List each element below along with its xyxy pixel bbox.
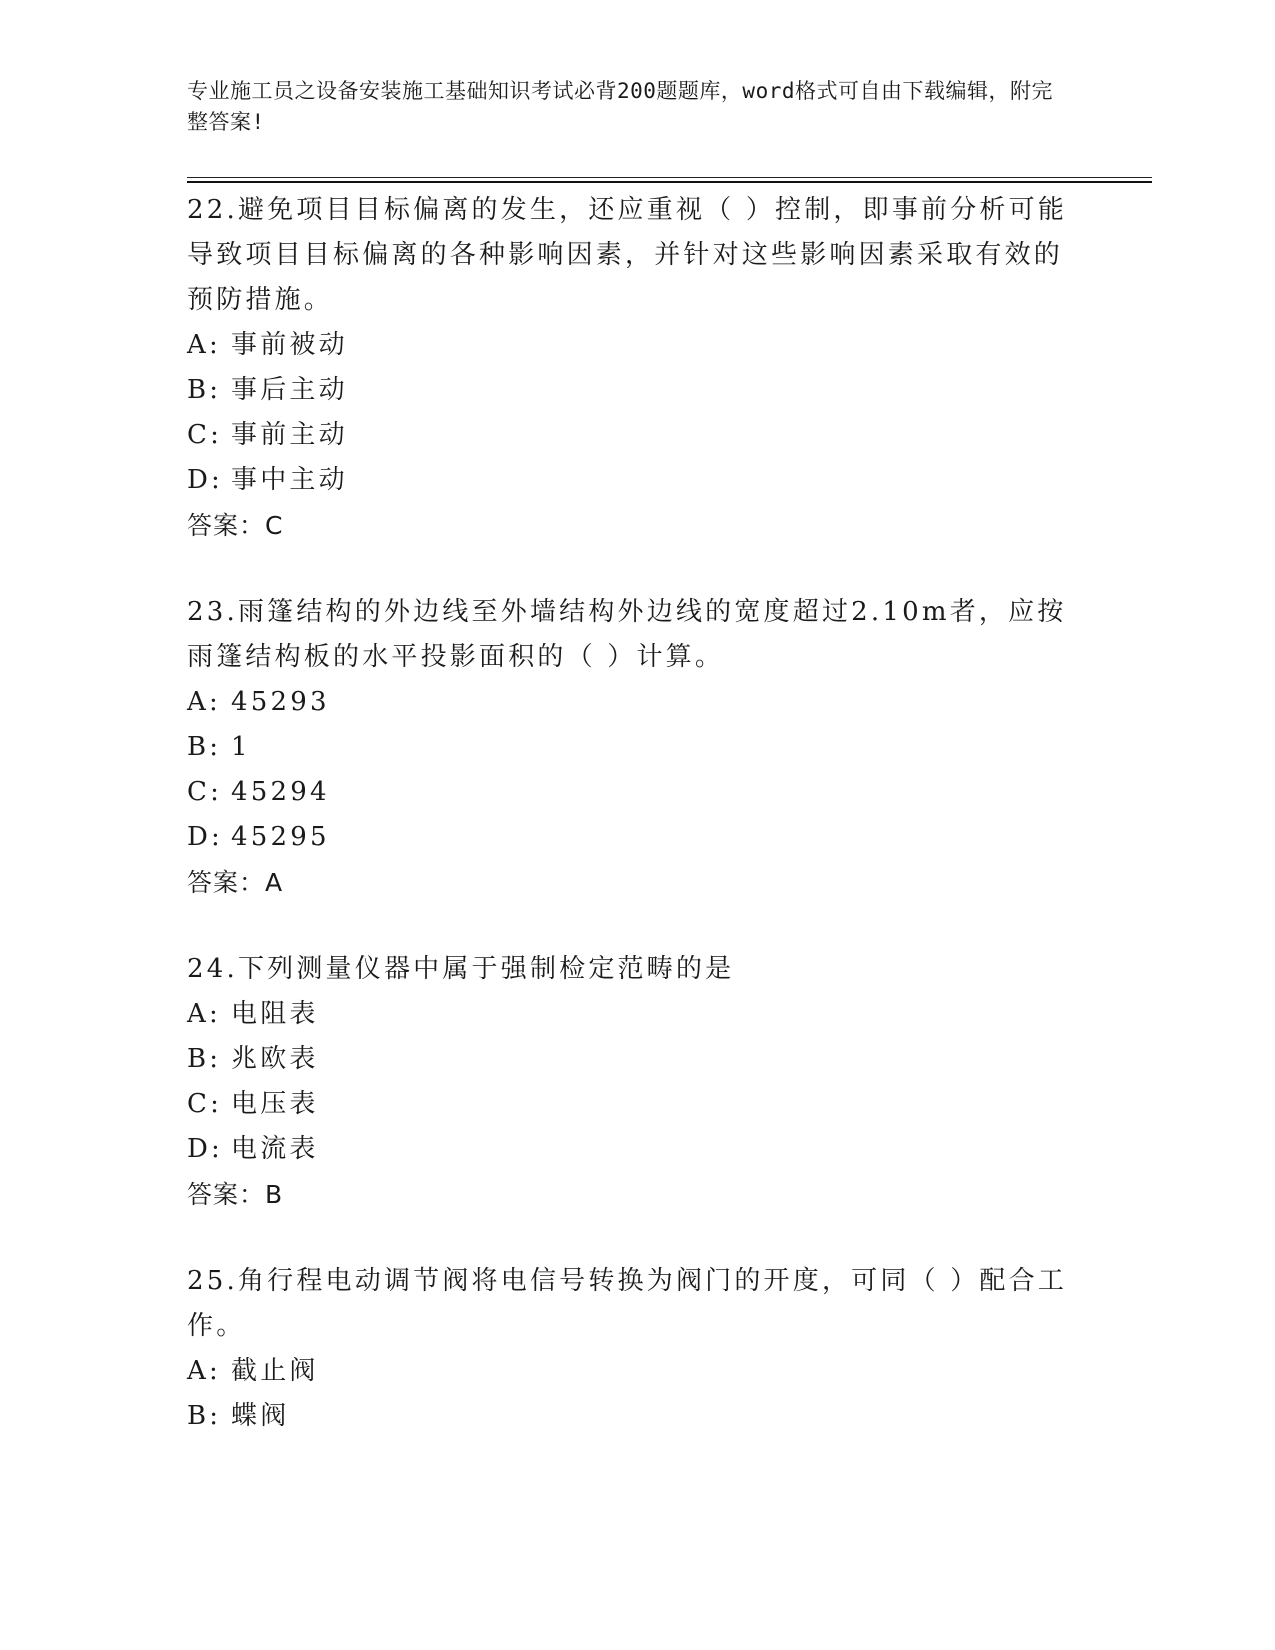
option-text: 事前被动 — [231, 330, 348, 360]
option-text: 事中主动 — [231, 465, 348, 495]
option-letter: A: — [187, 687, 221, 717]
option-d — [187, 1127, 1087, 1172]
option-letter: B: — [187, 732, 222, 762]
option-letter: D: — [187, 465, 224, 495]
question-stem: 22.避免项目目标偏离的发生，还应重视（ ）控制，即事前分析可能导致项目目标偏离的各种影响因素，并针对这些影响因素采取有效的预防措施。 — [187, 195, 1068, 315]
option-text: 事后主动 — [231, 375, 348, 405]
answer-line: 答案：A — [187, 868, 284, 897]
option-text: 电压表 — [231, 1089, 319, 1119]
option-a — [187, 323, 1087, 368]
option-letter: B: — [187, 375, 222, 405]
option-letter: B: — [187, 1044, 222, 1074]
option-letter: D: — [187, 822, 224, 852]
option-letter: B: — [187, 1401, 222, 1431]
option-text: 兆欧表 — [231, 1044, 319, 1074]
option-letter: D: — [187, 1134, 224, 1164]
option-c — [187, 770, 1087, 815]
option-c — [187, 413, 1087, 458]
option-a — [187, 992, 1087, 1037]
option-text: 1 — [231, 732, 251, 762]
question-23 — [187, 590, 1087, 905]
option-text: 事前主动 — [231, 420, 348, 450]
option-letter: A: — [187, 999, 221, 1029]
option-a — [187, 1349, 1087, 1394]
option-b — [187, 1037, 1087, 1082]
option-c — [187, 1082, 1087, 1127]
header-divider-thin — [187, 177, 1152, 178]
option-text: 蝶阀 — [231, 1401, 290, 1431]
option-b — [187, 1394, 1087, 1439]
question-22 — [187, 188, 1087, 548]
answer-line: 答案：C — [187, 511, 284, 540]
header-divider-thick — [187, 181, 1152, 183]
question-stem: 24.下列测量仪器中属于强制检定范畴的是 — [187, 954, 735, 984]
document-header-title: 专业施工员之设备安装施工基础知识考试必背200题题库，word格式可自由下载编辑，附完整答案! — [187, 79, 1053, 134]
question-24 — [187, 947, 1087, 1217]
option-letter: C: — [187, 420, 223, 450]
option-letter: A: — [187, 330, 221, 360]
option-text: 45293 — [231, 687, 330, 717]
option-a — [187, 680, 1087, 725]
question-stem: 25.角行程电动调节阀将电信号转换为阀门的开度，可同（ ）配合工作。 — [187, 1266, 1068, 1341]
option-text: 电流表 — [231, 1134, 319, 1164]
option-d — [187, 458, 1087, 503]
option-text: 45295 — [231, 822, 330, 852]
question-25 — [187, 1259, 1087, 1439]
question-list — [187, 188, 1087, 1481]
answer-line: 答案：B — [187, 1180, 284, 1209]
option-text: 45294 — [231, 777, 330, 807]
option-letter: C: — [187, 777, 223, 807]
option-letter: A: — [187, 1356, 221, 1386]
option-b — [187, 368, 1087, 413]
option-letter: C: — [187, 1089, 223, 1119]
option-text: 截止阀 — [231, 1356, 319, 1386]
option-b — [187, 725, 1087, 770]
option-text: 电阻表 — [231, 999, 319, 1029]
question-stem: 23.雨篷结构的外边线至外墙结构外边线的宽度超过2.10m者，应按雨篷结构板的水平投影面积的（ ）计算。 — [187, 597, 1067, 672]
option-d — [187, 815, 1087, 860]
